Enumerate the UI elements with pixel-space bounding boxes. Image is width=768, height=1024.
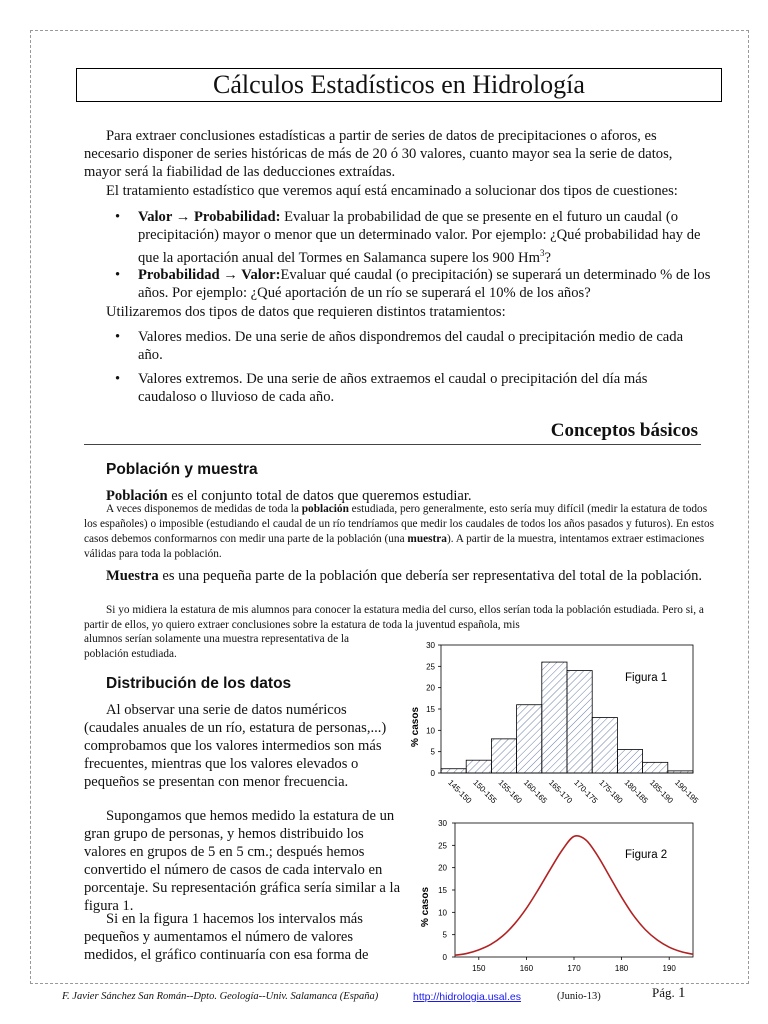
bullet-dot: • <box>115 209 121 225</box>
figure-2-y-tick-label: 0 <box>442 953 447 962</box>
intro-paragraph-1: Para extraer conclusiones estadísticas a partir de series de datos de precipitaciones o aforos, es necesario disponer de series históricas de más de 20 ó 30 valores, cuanto mayor sea la serie de datos, mayor será la fiabilidad de las deducciones extraídas. <box>84 128 673 180</box>
figure-1-y-tick-label: 30 <box>426 641 435 650</box>
figure-1-x-tick-label: 155-160 <box>496 778 524 806</box>
bullet-heading: Valor → Probabilidad: <box>138 209 281 225</box>
figure-1-y-tick-label: 20 <box>426 683 435 693</box>
intro-paragraph-3: Utilizaremos dos tipos de datos que requieren distintos tratamientos: <box>106 304 506 320</box>
muestra-example: Si yo midiera la estatura de mis alumnos para conocer la estatura media del curso, ellos serían toda la población estudiada. Pero si, a partir de ellos, yo quiero extraer conclusiones sobre la estatura de toda la juventud española, mis <box>84 604 704 631</box>
figure-1-ylabel: % casos <box>410 706 421 748</box>
bullet-heading: Probabilidad → Valor: <box>138 267 281 283</box>
footer-page: Pág. 1 <box>652 985 686 1001</box>
figure-1-x-tick-label: 185-190 <box>647 778 675 806</box>
figure-1-bar <box>542 662 567 773</box>
figure-1-x-tick-label: 170-175 <box>572 778 600 806</box>
bullet-dot: • <box>115 267 121 283</box>
figure-1-x-tick-label: 150-155 <box>471 778 499 806</box>
figure-2-x-tick-label: 190 <box>662 964 676 973</box>
figure-2-curve <box>400 815 730 977</box>
distribucion-paragraph-2: Supongamos que hemos medido la estatura de un gran grupo de personas, y hemos distribuido los valores en grupos de 5 en 5 cm.; después hemos convertido el número de casos de cada intervalo en porcentaje. Su representación gráfica sería similar a la figura 1. <box>84 808 401 914</box>
distribucion-paragraph-3: Si en la figura 1 hacemos los intervalos más pequeños y aumentamos el número de valores medidos, el gráfico continuaría con esa forma de <box>84 911 369 963</box>
figure-2-x-tick-label: 150 <box>472 964 486 973</box>
footer-date: (Junio-13) <box>557 991 601 1002</box>
figure-2-label: Figura 2 <box>625 849 668 861</box>
footer-author: F. Javier Sánchez San Román--Dpto. Geología--Univ. Salamanca (España) <box>62 991 379 1002</box>
muestra-example-line: alumnos serían solamente una muestra representativa de la <box>84 633 350 645</box>
figure-2-y-tick-label: 20 <box>438 863 447 873</box>
figure-1-y-tick-label: 25 <box>426 662 435 672</box>
subsection-distribucion: Distribución de los datos <box>106 675 292 692</box>
figure-2-y-tick-label: 30 <box>438 819 447 828</box>
figure-1-y-tick-label: 15 <box>426 705 435 714</box>
figure-2-x-tick-label: 180 <box>614 964 629 973</box>
figure-1-bar <box>643 762 668 773</box>
figure-1-x-tick-label: 180-185 <box>622 778 650 806</box>
figure-1-bar <box>466 760 491 773</box>
figure-2-x-tick-label: 170 <box>567 964 581 973</box>
figure-1-bar <box>592 718 617 773</box>
bullet-dot: • <box>115 329 121 345</box>
figure-1-x-tick-label: 165-170 <box>546 778 575 806</box>
figure-2-y-tick-label: 10 <box>438 908 447 918</box>
figure-2-plot-frame <box>455 823 693 957</box>
page-number: 1 <box>678 985 686 1001</box>
footer-link[interactable]: http://hidrologia.usal.es <box>413 991 521 1003</box>
poblacion-example: A veces disponemos de medidas de toda la población estudiada, pero generalmente, esto sería muy difícil (medir la estatura de todos los españoles) o imposible (estudiando el caudal de un río tendríamos que medir los caudales de todos los años pasados y futuros). En estos casos debemos conformarnos con medir una parte de la población (una muestra). A partir de la muestra, intentamos extraer estimaciones válidas para toda la población. <box>84 503 714 560</box>
intro-paragraph-2: El tratamiento estadístico que veremos aquí está encaminado a solucionar dos tipos de cuestiones: <box>106 183 678 199</box>
figure-1-bar <box>491 739 516 773</box>
figure-1-bar <box>517 705 542 773</box>
figure-1-bar <box>668 771 693 773</box>
figure-1-x-tick-label: 160-165 <box>521 778 549 806</box>
muestra-example-line: población estudiada. <box>84 648 177 660</box>
page-title: Cálculos Estadísticos en Hidrología <box>76 68 722 102</box>
figure-1-x-tick-label: 145-150 <box>446 778 474 806</box>
figure-1-bar <box>617 750 642 773</box>
figure-2-ylabel: % casos <box>420 886 431 928</box>
figure-1-label: Figura 1 <box>625 672 668 684</box>
section-title: Conceptos básicos <box>550 420 698 441</box>
bullet-dot: • <box>115 371 121 387</box>
figure-2-y-tick-label: 5 <box>442 930 447 940</box>
figure-1-y-tick-label: 5 <box>430 747 435 757</box>
section-divider <box>84 444 701 445</box>
figure-1-bar <box>441 769 466 773</box>
figure-2-y-tick-label: 15 <box>438 886 447 895</box>
figure-1-histogram <box>400 635 730 815</box>
poblacion-definition: Población es el conjunto total de datos que queremos estudiar. <box>106 488 472 504</box>
figure-1-y-tick-label: 0 <box>430 769 435 778</box>
figure-1-y-tick-label: 10 <box>426 726 435 736</box>
muestra-definition: Muestra es una pequeña parte de la población que debería ser representativa del total de la población. <box>106 568 703 584</box>
figure-2-x-tick-label: 160 <box>519 964 534 973</box>
figure-1-bar <box>567 671 592 773</box>
distribucion-paragraph-1: Al observar una serie de datos numéricos (caudales anuales de un río, estatura de personas,...) comprobamos que los valores intermedios son más frecuentes, mientras que los valores elevados o pequeños se presentan con menor frecuencia. <box>84 702 387 790</box>
subsection-poblacion-muestra: Población y muestra <box>106 461 258 478</box>
figure-1-x-tick-label: 190-195 <box>672 778 701 806</box>
figure-1-x-tick-label: 175-180 <box>597 778 625 806</box>
figure-2-y-tick-label: 25 <box>438 841 447 851</box>
